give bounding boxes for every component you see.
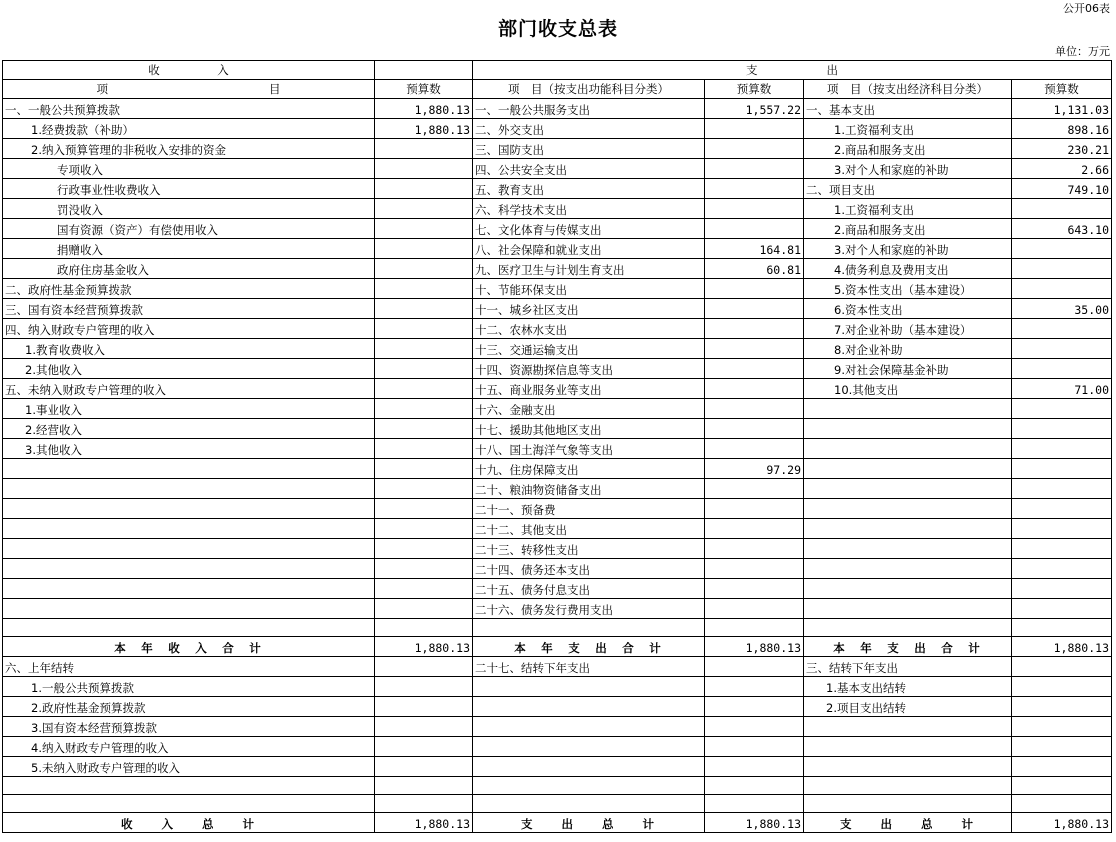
func-item-cell: 二十六、债务发行费用支出 <box>473 599 705 619</box>
func-item-cell: 二十一、预备费 <box>473 499 705 519</box>
income-budget-cell <box>375 399 473 419</box>
func-budget-cell <box>705 419 804 439</box>
income-item-cell: 专项收入 <box>3 159 375 179</box>
econ-total-label: 本 年 支 出 合 计 <box>804 637 1012 657</box>
func-budget-cell <box>705 299 804 319</box>
income-budget-cell <box>375 359 473 379</box>
func-budget-cell <box>705 519 804 539</box>
income-item-cell: 2.纳入预算管理的非税收入安排的资金 <box>3 139 375 159</box>
func-item-cell: 九、医疗卫生与计划生育支出 <box>473 259 705 279</box>
income-budget-cell <box>375 179 473 199</box>
func-item-cell: 二十四、债务还本支出 <box>473 559 705 579</box>
empty-cell <box>375 777 473 795</box>
func-item-cell: 二十二、其他支出 <box>473 519 705 539</box>
func-budget-cell <box>705 139 804 159</box>
income-item-cell <box>3 499 375 519</box>
econ-budget-cell <box>1012 757 1112 777</box>
empty-cell <box>1012 777 1112 795</box>
income-budget-cell <box>375 697 473 717</box>
econ-budget-cell: 749.10 <box>1012 179 1112 199</box>
econ-item-cell: 2.商品和服务支出 <box>804 139 1012 159</box>
income-item-cell: 3.国有资本经营预算拨款 <box>3 717 375 737</box>
func-budget-cell <box>705 697 804 717</box>
table-row <box>3 199 1112 219</box>
income-item-cell: 1.经费拨款（补助） <box>3 119 375 139</box>
table-row <box>3 379 1112 399</box>
income-budget-cell <box>375 339 473 359</box>
econ-item-cell: 1.基本支出结转 <box>804 677 1012 697</box>
econ-budget-cell <box>1012 579 1112 599</box>
income-item-header: 项 目 <box>3 80 375 99</box>
func-budget-cell <box>705 737 804 757</box>
econ-item-cell: 9.对社会保障基金补助 <box>804 359 1012 379</box>
func-item-cell: 十一、城乡社区支出 <box>473 299 705 319</box>
econ-budget-cell <box>1012 559 1112 579</box>
func-budget-cell <box>705 579 804 599</box>
form-code: 公开06表 <box>1063 2 1110 15</box>
table-row <box>3 579 1112 599</box>
econ-total-label: 支 出 总 计 <box>804 813 1012 833</box>
income-item-cell <box>3 579 375 599</box>
blank-row <box>3 619 1112 637</box>
func-item-cell: 一、一般公共服务支出 <box>473 99 705 119</box>
table-row <box>3 159 1112 179</box>
econ-item-cell <box>804 439 1012 459</box>
func-item-cell: 二、外交支出 <box>473 119 705 139</box>
income-item-cell: 行政事业性收费收入 <box>3 179 375 199</box>
econ-budget-cell <box>1012 479 1112 499</box>
func-item-cell <box>473 677 705 697</box>
table-row <box>3 697 1112 717</box>
table-row <box>3 99 1112 119</box>
func-item-cell <box>473 737 705 757</box>
econ-item-cell: 2.商品和服务支出 <box>804 219 1012 239</box>
func-budget-cell <box>705 199 804 219</box>
func-budget-cell <box>705 119 804 139</box>
econ-item-cell <box>804 519 1012 539</box>
econ-item-cell: 三、结转下年支出 <box>804 657 1012 677</box>
income-item-cell: 1.事业收入 <box>3 399 375 419</box>
func-budget-cell <box>705 179 804 199</box>
econ-budget-cell: 35.00 <box>1012 299 1112 319</box>
empty-cell <box>473 619 705 637</box>
econ-item-cell: 4.债务利息及费用支出 <box>804 259 1012 279</box>
func-item-cell <box>473 757 705 777</box>
income-item-cell: 捐赠收入 <box>3 239 375 259</box>
income-item-cell <box>3 459 375 479</box>
econ-item-cell <box>804 579 1012 599</box>
table-row <box>3 459 1112 479</box>
func-item-cell: 十八、国土海洋气象等支出 <box>473 439 705 459</box>
econ-item-cell <box>804 737 1012 757</box>
income-budget-cell <box>375 279 473 299</box>
income-item-cell: 罚没收入 <box>3 199 375 219</box>
empty-cell <box>1012 619 1112 637</box>
func-budget-cell <box>705 757 804 777</box>
year-total-row <box>3 637 1112 657</box>
income-header: 收 入 <box>3 61 375 80</box>
income-total-label: 收 入 总 计 <box>3 813 375 833</box>
func-budget-cell: 164.81 <box>705 239 804 259</box>
econ-budget-cell <box>1012 259 1112 279</box>
table-row <box>3 339 1112 359</box>
income-budget-cell <box>375 139 473 159</box>
income-item-cell: 一、一般公共预算拨款 <box>3 99 375 119</box>
func-budget-cell: 60.81 <box>705 259 804 279</box>
econ-item-cell: 1.工资福利支出 <box>804 119 1012 139</box>
income-budget-cell <box>375 239 473 259</box>
func-item-cell: 五、教育支出 <box>473 179 705 199</box>
func-item-cell: 六、科学技术支出 <box>473 199 705 219</box>
income-budget-cell <box>375 199 473 219</box>
table-row <box>3 599 1112 619</box>
func-item-cell: 十、节能环保支出 <box>473 279 705 299</box>
empty-cell <box>3 777 375 795</box>
func-item-header: 项 目（按支出功能科目分类） <box>473 80 705 99</box>
income-budget-cell: 1,880.13 <box>375 99 473 119</box>
income-budget-cell <box>375 379 473 399</box>
func-total-value: 1,880.13 <box>705 813 804 833</box>
empty-cell <box>804 619 1012 637</box>
func-budget-cell <box>705 439 804 459</box>
econ-item-cell: 5.资本性支出（基本建设） <box>804 279 1012 299</box>
func-budget-cell <box>705 219 804 239</box>
income-item-cell: 政府住房基金收入 <box>3 259 375 279</box>
income-item-cell: 2.经营收入 <box>3 419 375 439</box>
income-budget-cell <box>375 459 473 479</box>
income-item-cell: 三、国有资本经营预算拨款 <box>3 299 375 319</box>
econ-budget-cell <box>1012 697 1112 717</box>
func-budget-cell <box>705 279 804 299</box>
econ-item-cell <box>804 419 1012 439</box>
econ-item-cell <box>804 479 1012 499</box>
income-item-cell: 四、纳入财政专户管理的收入 <box>3 319 375 339</box>
func-budget-cell <box>705 159 804 179</box>
income-budget-cell <box>375 677 473 697</box>
func-budget-cell <box>705 599 804 619</box>
income-budget-cell <box>375 219 473 239</box>
func-budget-cell <box>705 339 804 359</box>
econ-budget-cell <box>1012 599 1112 619</box>
table-row <box>3 677 1112 697</box>
header-row-2 <box>3 80 1112 99</box>
income-budget-cell <box>375 159 473 179</box>
income-budget-cell <box>375 439 473 459</box>
income-item-cell <box>3 519 375 539</box>
empty-cell <box>473 795 705 813</box>
empty-cell <box>705 619 804 637</box>
income-budget-cell <box>375 539 473 559</box>
func-item-cell: 十六、金融支出 <box>473 399 705 419</box>
func-item-cell <box>473 717 705 737</box>
table-row <box>3 279 1112 299</box>
income-item-cell: 1.一般公共预算拨款 <box>3 677 375 697</box>
income-budget-cell <box>375 299 473 319</box>
econ-budget-cell <box>1012 539 1112 559</box>
econ-item-cell: 7.对企业补助（基本建设） <box>804 319 1012 339</box>
income-budget-cell <box>375 757 473 777</box>
table-row <box>3 299 1112 319</box>
func-budget-cell <box>705 319 804 339</box>
func-budget-cell: 97.29 <box>705 459 804 479</box>
empty-cell <box>804 795 1012 813</box>
func-item-cell: 八、社会保障和就业支出 <box>473 239 705 259</box>
econ-budget-cell: 230.21 <box>1012 139 1112 159</box>
econ-item-cell <box>804 499 1012 519</box>
econ-budget-cell <box>1012 319 1112 339</box>
income-budget-cell <box>375 519 473 539</box>
table-row <box>3 519 1112 539</box>
empty-cell <box>3 795 375 813</box>
func-budget-cell <box>705 499 804 519</box>
income-item-cell: 3.其他收入 <box>3 439 375 459</box>
econ-budget-cell <box>1012 499 1112 519</box>
econ-budget-cell: 898.16 <box>1012 119 1112 139</box>
table-row <box>3 139 1112 159</box>
func-budget-cell <box>705 539 804 559</box>
income-budget-cell <box>375 737 473 757</box>
grand-total-row <box>3 813 1112 833</box>
econ-item-cell <box>804 399 1012 419</box>
income-item-cell <box>3 599 375 619</box>
income-item-cell: 2.政府性基金预算拨款 <box>3 697 375 717</box>
func-item-cell: 二十五、债务付息支出 <box>473 579 705 599</box>
table-row <box>3 657 1112 677</box>
empty-cell <box>705 795 804 813</box>
income-item-cell: 国有资源（资产）有偿使用收入 <box>3 219 375 239</box>
econ-budget-cell <box>1012 737 1112 757</box>
econ-budget-cell <box>1012 459 1112 479</box>
blank-row <box>3 795 1112 813</box>
econ-item-cell: 3.对个人和家庭的补助 <box>804 159 1012 179</box>
income-budget-cell <box>375 259 473 279</box>
econ-budget-cell: 71.00 <box>1012 379 1112 399</box>
income-item-cell: 2.其他收入 <box>3 359 375 379</box>
func-item-cell: 十四、资源勘探信息等支出 <box>473 359 705 379</box>
table-row <box>3 479 1112 499</box>
econ-item-cell: 3.对个人和家庭的补助 <box>804 239 1012 259</box>
econ-budget-cell <box>1012 657 1112 677</box>
table-row <box>3 499 1112 519</box>
empty-cell <box>705 777 804 795</box>
income-item-cell: 5.未纳入财政专户管理的收入 <box>3 757 375 777</box>
econ-item-cell: 1.工资福利支出 <box>804 199 1012 219</box>
income-item-cell: 二、政府性基金预算拨款 <box>3 279 375 299</box>
income-budget-cell <box>375 717 473 737</box>
income-budget-cell <box>375 419 473 439</box>
empty-cell <box>804 777 1012 795</box>
econ-budget-cell: 2.66 <box>1012 159 1112 179</box>
func-budget-header: 预算数 <box>705 80 804 99</box>
table-row <box>3 359 1112 379</box>
income-total-value: 1,880.13 <box>375 637 473 657</box>
table-row <box>3 119 1112 139</box>
table-row <box>3 219 1112 239</box>
func-budget-cell <box>705 657 804 677</box>
header-empty-cell <box>375 61 473 80</box>
func-total-value: 1,880.13 <box>705 637 804 657</box>
budget-summary-table <box>2 60 1112 833</box>
table-row <box>3 717 1112 737</box>
func-item-cell: 七、文化体育与传媒支出 <box>473 219 705 239</box>
func-item-cell <box>473 697 705 717</box>
table-row <box>3 539 1112 559</box>
econ-item-cell: 二、项目支出 <box>804 179 1012 199</box>
income-budget-cell <box>375 479 473 499</box>
econ-item-cell <box>804 459 1012 479</box>
econ-item-cell: 8.对企业补助 <box>804 339 1012 359</box>
income-item-cell <box>3 539 375 559</box>
econ-budget-cell <box>1012 399 1112 419</box>
income-budget-header: 预算数 <box>375 80 473 99</box>
econ-item-cell <box>804 539 1012 559</box>
econ-item-cell <box>804 559 1012 579</box>
func-item-cell: 十七、援助其他地区支出 <box>473 419 705 439</box>
income-item-cell: 六、上年结转 <box>3 657 375 677</box>
func-budget-cell <box>705 479 804 499</box>
econ-total-value: 1,880.13 <box>1012 637 1112 657</box>
econ-budget-cell <box>1012 339 1112 359</box>
income-item-cell: 五、未纳入财政专户管理的收入 <box>3 379 375 399</box>
expense-header: 支 出 <box>473 61 1112 80</box>
func-total-label: 支 出 总 计 <box>473 813 705 833</box>
econ-item-cell <box>804 757 1012 777</box>
income-budget-cell <box>375 657 473 677</box>
table-row <box>3 737 1112 757</box>
income-budget-cell <box>375 319 473 339</box>
func-item-cell: 二十、粮油物资储备支出 <box>473 479 705 499</box>
econ-budget-cell <box>1012 439 1112 459</box>
income-total-label: 本 年 收 入 合 计 <box>3 637 375 657</box>
empty-cell <box>375 619 473 637</box>
income-item-cell <box>3 559 375 579</box>
econ-budget-cell: 1,131.03 <box>1012 99 1112 119</box>
econ-item-cell: 6.资本性支出 <box>804 299 1012 319</box>
table-row <box>3 757 1112 777</box>
econ-item-cell: 一、基本支出 <box>804 99 1012 119</box>
income-budget-cell <box>375 599 473 619</box>
func-item-cell: 四、公共安全支出 <box>473 159 705 179</box>
func-budget-cell <box>705 717 804 737</box>
empty-cell <box>1012 795 1112 813</box>
func-budget-cell <box>705 399 804 419</box>
income-item-cell: 4.纳入财政专户管理的收入 <box>3 737 375 757</box>
func-item-cell: 十三、交通运输支出 <box>473 339 705 359</box>
empty-cell <box>3 619 375 637</box>
table-row <box>3 319 1112 339</box>
econ-budget-header: 预算数 <box>1012 80 1112 99</box>
econ-item-cell <box>804 717 1012 737</box>
table-row <box>3 559 1112 579</box>
func-total-label: 本 年 支 出 合 计 <box>473 637 705 657</box>
econ-total-value: 1,880.13 <box>1012 813 1112 833</box>
func-item-cell: 二十七、结转下年支出 <box>473 657 705 677</box>
empty-cell <box>473 777 705 795</box>
func-budget-cell: 1,557.22 <box>705 99 804 119</box>
econ-item-cell: 10.其他支出 <box>804 379 1012 399</box>
income-budget-cell <box>375 579 473 599</box>
func-budget-cell <box>705 359 804 379</box>
econ-budget-cell <box>1012 199 1112 219</box>
econ-budget-cell <box>1012 279 1112 299</box>
func-item-cell: 十二、农林水支出 <box>473 319 705 339</box>
table-row <box>3 399 1112 419</box>
empty-cell <box>375 795 473 813</box>
econ-budget-cell <box>1012 359 1112 379</box>
econ-budget-cell <box>1012 239 1112 259</box>
income-total-value: 1,880.13 <box>375 813 473 833</box>
blank-row <box>3 777 1112 795</box>
income-item-cell <box>3 479 375 499</box>
econ-budget-cell: 643.10 <box>1012 219 1112 239</box>
income-budget-cell <box>375 499 473 519</box>
func-budget-cell <box>705 677 804 697</box>
func-budget-cell <box>705 379 804 399</box>
econ-budget-cell <box>1012 717 1112 737</box>
econ-item-header: 项 目（按支出经济科目分类） <box>804 80 1012 99</box>
func-item-cell: 十九、住房保障支出 <box>473 459 705 479</box>
table-row <box>3 239 1112 259</box>
income-budget-cell: 1,880.13 <box>375 119 473 139</box>
econ-budget-cell <box>1012 519 1112 539</box>
econ-budget-cell <box>1012 677 1112 697</box>
header-row-1 <box>3 61 1112 80</box>
unit-label: 单位：万元 <box>1055 45 1110 58</box>
table-row <box>3 419 1112 439</box>
table-row <box>3 179 1112 199</box>
econ-budget-cell <box>1012 419 1112 439</box>
econ-item-cell <box>804 599 1012 619</box>
income-item-cell: 1.教育收费收入 <box>3 339 375 359</box>
table-row <box>3 259 1112 279</box>
income-budget-cell <box>375 559 473 579</box>
econ-item-cell: 2.项目支出结转 <box>804 697 1012 717</box>
page-title: 部门收支总表 <box>497 18 618 40</box>
table-row <box>3 439 1112 459</box>
func-item-cell: 三、国防支出 <box>473 139 705 159</box>
func-budget-cell <box>705 559 804 579</box>
func-item-cell: 十五、商业服务业等支出 <box>473 379 705 399</box>
func-item-cell: 二十三、转移性支出 <box>473 539 705 559</box>
